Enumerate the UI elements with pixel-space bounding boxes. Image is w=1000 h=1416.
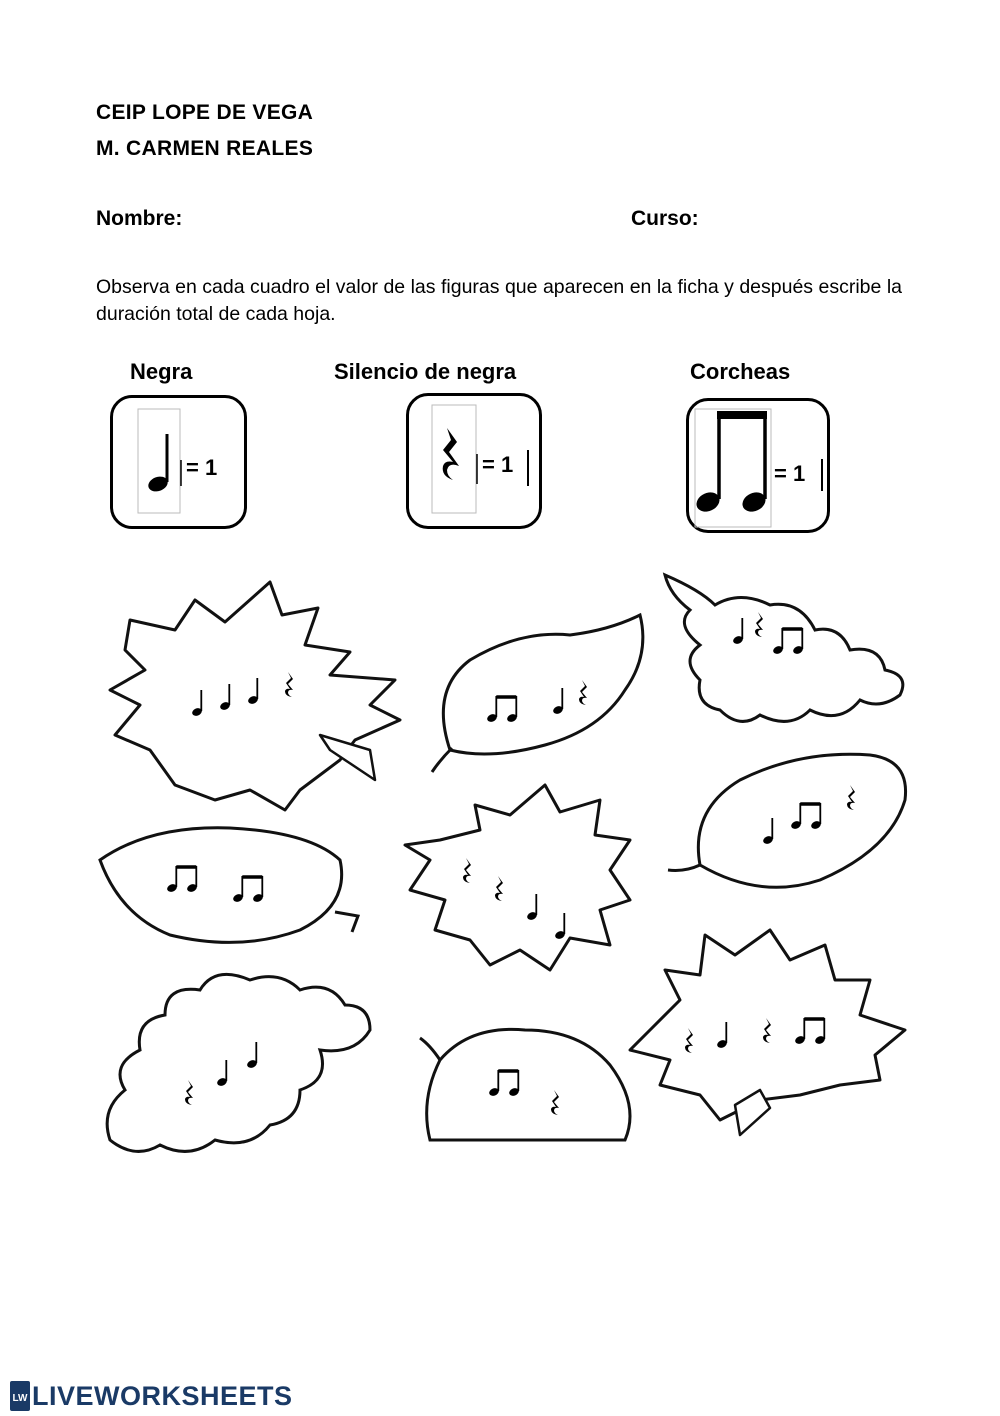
quarter-note-icon	[137, 408, 183, 514]
legend-title-silencio: Silencio de negra	[334, 359, 517, 384]
instructions-text: Observa en cada cuadro el valor de las figuras que aparecen en la ficha y después escribe la duración total de cada hoja.	[96, 276, 902, 325]
quarter-rest-icon	[431, 404, 481, 514]
course-label: Curso:	[631, 207, 699, 230]
leaf-oval	[100, 828, 358, 943]
logo-mark-text: LW	[12, 1393, 28, 1404]
leaf-maple	[110, 582, 400, 810]
leaf-oval	[668, 754, 906, 887]
legend-title-corcheas: Corcheas	[690, 359, 791, 384]
school-name: CEIP LOPE DE VEGA	[96, 101, 314, 124]
logo-mark-icon	[10, 1381, 30, 1411]
legend-equation-corcheas: = 1	[774, 461, 806, 486]
legend-box-corcheas	[686, 398, 830, 533]
leaf-oak	[107, 974, 370, 1151]
legend-box-silencio	[406, 393, 542, 529]
legend-title-negra: Negra	[130, 359, 193, 384]
teacher-name: M. CARMEN REALES	[96, 137, 314, 160]
leaf-oak	[665, 575, 903, 721]
legend-box-negra	[110, 395, 247, 529]
liveworksheets-logo	[10, 1378, 293, 1414]
leaf-oval	[432, 615, 643, 772]
divider	[527, 450, 529, 486]
leaf-maple	[405, 785, 630, 970]
name-label: Nombre:	[96, 207, 183, 230]
legend-equation-silencio: = 1	[482, 452, 514, 477]
legend-equation-negra: = 1	[186, 455, 218, 480]
brand-text: LIVEWORKSHEETS	[32, 1380, 293, 1411]
leaves-illustration	[0, 560, 1000, 1160]
leaf-oval	[420, 1029, 630, 1140]
eighth-notes-icon	[693, 407, 775, 529]
leaf-maple	[630, 930, 905, 1135]
divider	[821, 459, 823, 491]
